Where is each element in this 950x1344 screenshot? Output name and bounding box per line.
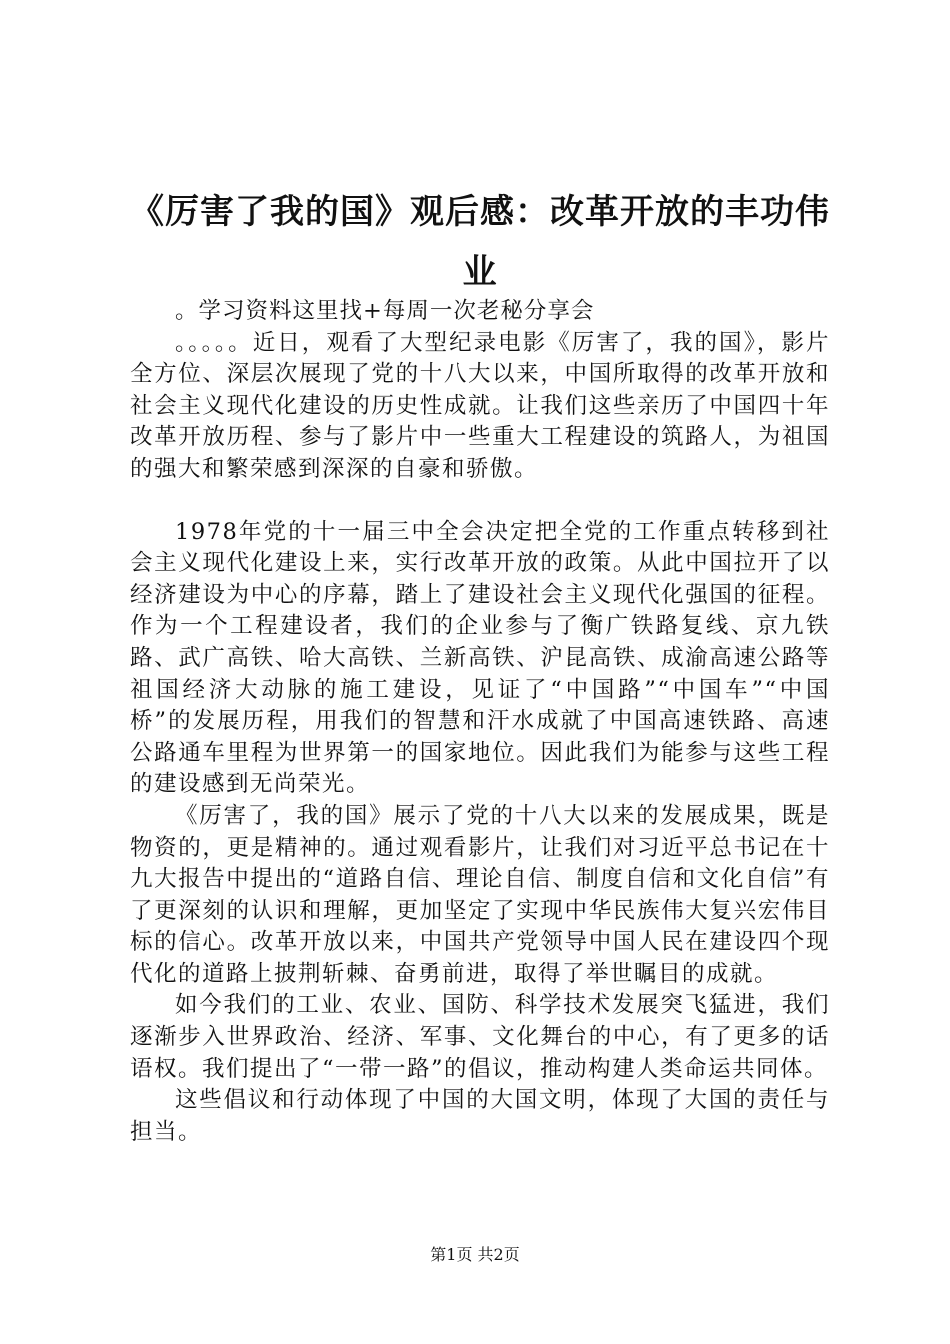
page-number-footer: 第1页 共2页 [430,1245,520,1264]
paragraph-3: 《厉害了，我的国》展示了党的十八大以来的发展成果，既是物资的，更是精神的。通过观看影片，让我们对习近平总书记在十九大报告中提出的“道路自信、理论自信、制度自信和文化自信”有了更深刻的认识和理解，更加坚定了实现中华民族伟大复兴宏伟目标的信心。改革开放以来，中国共产党领导中国人民在建设四个现代化的道路上披荆斩棘、奋勇前进，取得了举世瞩目的成就。 [130,802,830,987]
document-body [130,296,830,1148]
paragraph-5: 这些倡议和行动体现了中国的大国文明，体现了大国的责任与担当。 [130,1087,830,1145]
paragraph-2: 1978年党的十一届三中全会决定把全党的工作重点转移到社会主义现代化建设上来，实行改革开放的政策。从此中国拉开了以经济建设为中心的序幕，踏上了建设社会主义现代化强国的征程。作为一个工程建设者，我们的企业参与了衡广铁路复线、京九铁路、武广高铁、哈大高铁、兰新高铁、沪昆高铁、成渝高速公路等祖国经济大动脉的施工建设，见证了“中国路”“中国车”“中国桥”的发展历程，用我们的智慧和汗水成就了中国高速铁路、高速公路通车里程为世界第一的国家地位。因此我们为能参与这些工程的建设感到无尚荣光。 [130,518,830,798]
paragraph-gap [130,486,830,517]
document-title: 《厉害了我的国》观后感：改革开放的丰功伟业 [130,192,830,292]
intro-line: 。学习资料这里找+每周一次老秘分享会 [175,298,595,324]
paragraph-4: 如今我们的工业、农业、国防、科学技术发展突飞猛进，我们逐渐步入世界政治、经济、军事、文化舞台的中心，有了更多的话语权。我们提出了“一带一路”的倡议，推动构建人类命运共同体。 [130,992,830,1082]
paragraph-1: 。。。。。近日，观看了大型纪录电影《厉害了，我的国》，影片全方位、深层次展现了党的十八大以来，中国所取得的改革开放和社会主义现代化建设的历史性成就。让我们这些亲历了中国四十年改革开放历程、参与了影片中一些重大工程建设的筑路人，为祖国的强大和繁荣感到深深的自豪和骄傲。 [130,329,830,482]
